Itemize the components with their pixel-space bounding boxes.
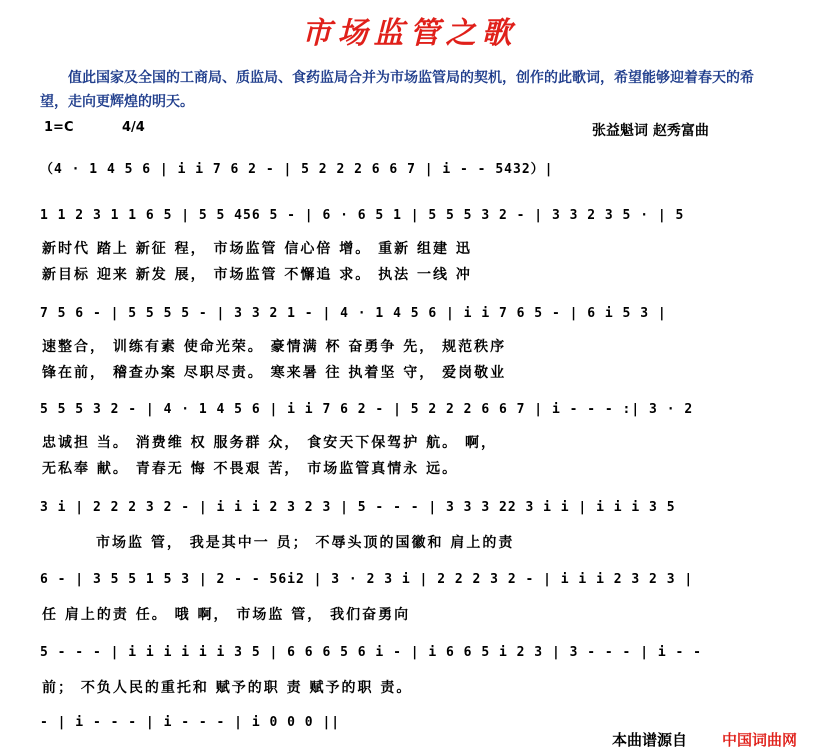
- key-signature: 1=C: [44, 120, 74, 135]
- intro-paragraph: 值此国家及全国的工商局、质监局、食药监局合并为市场监管局的契机，创作的此歌词，希望能够迎着春天的希望，走向更辉煌的明天。: [40, 70, 754, 110]
- time-signature: 4/4: [122, 120, 145, 135]
- notation-line-5: 6 - | 3 5 5 1 5 3 | 2 - - 56i2 | 3 · 2 3 i | 2 2 2 3 2 - | i i i 2 3 2 3 |: [40, 572, 694, 587]
- notation-line-7: - | i - - - | i - - - | i 0 0 0 ||: [40, 715, 341, 730]
- source-label: 本曲谱源自: [612, 731, 688, 749]
- notation-line-4: 3 i | 2 2 2 3 2 - | i i i 2 3 2 3 | 5 - - - | 3 3 3 22 3 i i | i i i 3 5: [40, 500, 676, 515]
- lyric-line-3a: 忠诚担 当。 消费维 权 服务群 众， 食安天下保驾护 航。 啊，: [42, 435, 497, 451]
- site-name: 中国词曲网: [722, 731, 798, 749]
- lyric-line-4: 市场监 管， 我是其中一 员； 不辱头顶的国徽和 肩上的责: [96, 535, 515, 551]
- lyric-line-5: 任 肩上的责 任。 哦 啊， 市场监 管， 我们奋勇向: [42, 607, 411, 623]
- lyric-line-2b: 锋在前， 稽查办案 尽职尽责。 寒来暑 往 执着坚 守， 爱岗敬业: [42, 365, 507, 381]
- lyric-line-3b: 无私奉 献。 青春无 悔 不畏艰 苦， 市场监管真情永 远。: [42, 461, 459, 477]
- notation-line-3: 5 5 5 3 2 - | 4 · 1 4 5 6 | i i 7 6 2 - | 5 2 2 2 6 6 7 | i - - - :| 3 · 2: [40, 402, 694, 417]
- notation-line-2: 7 5 6 - | 5 5 5 5 - | 3 3 2 1 - | 4 · 1 4 5 6 | i i 7 6 5 - | 6 i 5 3 |: [40, 306, 667, 321]
- notation-prelude: （4 · 1 4 5 6 | i i 7 6 2 - | 5 2 2 2 6 6 7 | i - - 5432）|: [40, 162, 554, 177]
- song-title: 市场监管之歌: [301, 16, 518, 51]
- lyric-line-2a: 速整合， 训练有素 使命光荣。 豪情满 杯 奋勇争 先， 规范秩序: [42, 339, 507, 355]
- song-credits: 张益魁词 赵秀富曲: [592, 123, 709, 139]
- lyric-line-1b: 新目标 迎来 新发 展， 市场监管 不懈追 求。 执法 一线 冲: [42, 267, 472, 283]
- notation-line-1: 1 1 2 3 1 1 6 5 | 5 5 456 5 - | 6 · 6 5 1 | 5 5 5 3 2 - | 3 3 2 3 5 · | 5: [40, 208, 685, 223]
- lyric-line-1a: 新时代 踏上 新征 程， 市场监管 信心倍 增。 重新 组建 迅: [42, 241, 472, 257]
- lyric-line-6: 前； 不负人民的重托和 赋予的职 责 赋予的职 责。: [42, 680, 413, 696]
- notation-line-6: 5 - - - | i i i i i i 3 5 | 6 6 6 5 6 i - | i 6 6 5 i 2 3 | 3 - - - | i - -: [40, 645, 702, 660]
